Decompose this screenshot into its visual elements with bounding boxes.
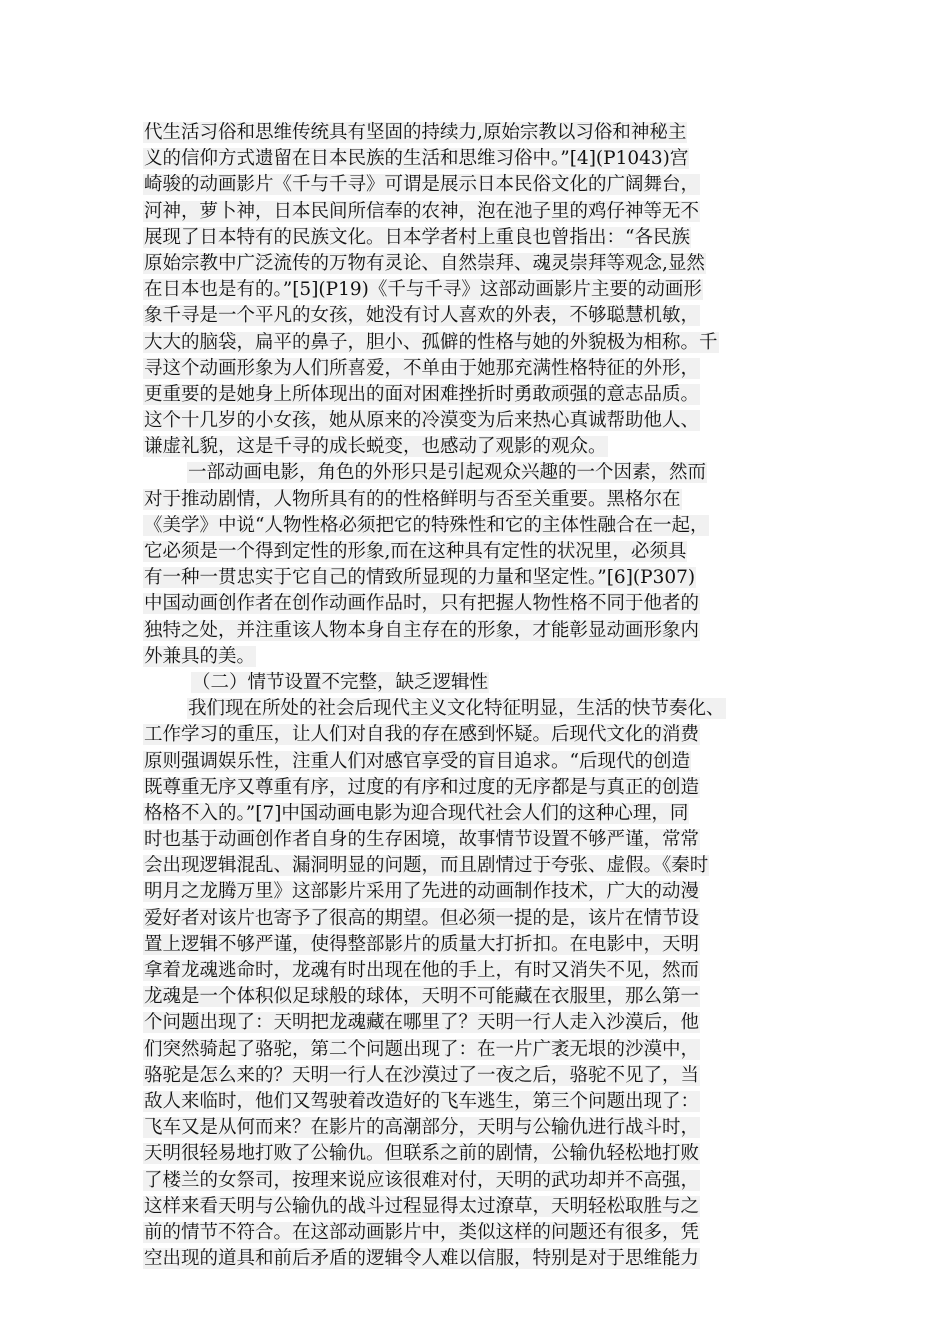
text-line-content: 时也基于动画创作者自身的生存困境，故事情节设置不够严谨，常常	[144, 829, 700, 851]
text-line-content: 前的情节不符合。在这部动画影片中，类似这样的问题还有很多，凭	[144, 1221, 700, 1243]
text-line-content: 明月之龙腾万里》这部影片采用了先进的动画制作技术，广大的动漫	[144, 881, 700, 903]
text-line	[143, 853, 815, 879]
text-line	[143, 356, 815, 382]
text-line-content: 个问题出现了：天明把龙魂藏在哪里了？天明一行人走入沙漠后，他	[144, 1012, 700, 1034]
text-line	[143, 146, 815, 172]
text-line-content: 中国动画创作者在创作动画作品时，只有把握人物性格不同于他者的	[144, 593, 700, 615]
text-line-content: 骆驼是怎么来的？天明一行人在沙漠过了一夜之后，骆驼不见了，当	[144, 1064, 700, 1086]
text-line-content: 崎骏的动画影片《千与千寻》可谓是展示日本民俗文化的广阔舞台，	[144, 174, 700, 196]
text-line-content: 在日本也是有的。”[5](P19)《千与千寻》这部动画影片主要的动画形	[144, 279, 702, 301]
text-line-content: 代生活习俗和思维传统具有坚固的持续力,原始宗教以习俗和神秘主	[144, 122, 687, 143]
text-line-content: 独特之处，并注重该人物本身自主存在的形象，才能彰显动画形象内	[144, 619, 700, 641]
text-line	[143, 434, 815, 460]
text-line-content: 了楼兰的女祭司，按理来说应该很难对付，天明的武功却并不高强，	[144, 1169, 700, 1191]
text-line	[143, 984, 815, 1010]
text-line	[143, 330, 815, 356]
text-line	[143, 618, 815, 644]
text-line	[143, 1194, 815, 1220]
section-heading	[143, 670, 815, 696]
text-line	[143, 644, 815, 670]
text-line	[143, 120, 815, 146]
text-line-content: 原始宗教中广泛流传的万物有灵论、自然崇拜、魂灵崇拜等观念,显然	[144, 252, 705, 274]
text-line-content: 对于推动剧情，人物所具有的的性格鲜明与否至关重要。黑格尔在	[144, 488, 681, 510]
text-line	[143, 827, 815, 853]
text-line	[143, 1220, 815, 1246]
text-line-content: 寻这个动画形象为人们所喜爱，不单由于她那充满性格特征的外形，	[144, 357, 700, 379]
text-line	[143, 565, 815, 591]
text-line-content: 既尊重无序又尊重有序，过度的有序和过度的无序都是与真正的创造	[144, 776, 700, 798]
text-line-content: 空出现的道具和前后矛盾的逻辑令人难以信服，特别是对于思维能力	[144, 1248, 700, 1270]
text-line	[143, 1063, 815, 1089]
text-line-content: 义的信仰方式遗留在日本民族的生活和思维习俗中。”[4](P1043)宫	[144, 148, 689, 170]
text-line-content: 更重要的是她身上所体现出的面对困难挫折时勇敢顽强的意志品质。	[144, 383, 700, 405]
text-line-content: 置上逻辑不够严谨，使得整部影片的质量大打折扣。在电影中，天明	[144, 933, 700, 955]
text-line-content: 工作学习的重压，让人们对自我的存在感到怀疑。后现代文化的消费	[144, 724, 700, 746]
text-line-content: 展现了日本特有的民族文化。日本学者村上重良也曾指出：“各民族	[144, 226, 690, 248]
text-line-content: 大大的脑袋，扁平的鼻子，胆小、孤僻的性格与她的外貌极为相称。千	[144, 331, 718, 353]
text-line	[143, 1115, 815, 1141]
text-line	[143, 1246, 815, 1272]
text-line-content: 外兼具的美。	[144, 645, 256, 667]
text-line-content: 这样来看天明与公输仇的战斗过程显得太过潦草，天明轻松取胜与之	[144, 1195, 700, 1217]
text-line	[143, 591, 815, 617]
text-line	[143, 932, 815, 958]
text-line-content: 拿着龙魂逃命时，龙魂有时出现在他的手上，有时又消失不见，然而	[144, 960, 700, 981]
text-line	[143, 1089, 815, 1115]
text-line	[143, 749, 815, 775]
text-line-content: 谦虚礼貌，这是千寻的成长蜕变，也感动了观影的观众。	[144, 436, 607, 458]
text-line	[143, 539, 815, 565]
text-line-content: 象千寻是一个平凡的女孩，她没有讨人喜欢的外表，不够聪慧机敏，	[144, 305, 700, 327]
text-line-content: 爱好者对该片也寄予了很高的期望。但必须一提的是，该片在情节设	[144, 907, 700, 929]
text-line	[143, 199, 815, 225]
text-line	[143, 1141, 815, 1167]
text-line	[143, 460, 815, 486]
text-line	[143, 775, 815, 801]
text-line-content: 敌人来临时，他们又驾驶着改造好的飞车逃生，第三个问题出现了：	[144, 1090, 700, 1112]
text-line	[143, 382, 815, 408]
text-line	[143, 513, 815, 539]
body-text	[143, 120, 815, 1272]
text-line-content: 我们现在所处的社会后现代主义文化特征明显，生活的快节奏化、	[188, 698, 725, 720]
text-line	[143, 1168, 815, 1194]
text-line-content: 河神，萝卜神，日本民间所信奉的农神，泡在池子里的鸡仔神等无不	[144, 200, 700, 222]
text-line	[143, 1037, 815, 1063]
text-line-content: 《美学》中说“人物性格必须把它的特殊性和它的主体性融合在一起，	[144, 514, 709, 536]
text-line	[143, 906, 815, 932]
text-line-content: 一部动画电影，角色的外形只是引起观众兴趣的一个因素，然而	[188, 462, 707, 484]
text-line-content: 这个十几岁的小女孩，她从原来的冷漠变为后来热心真诚帮助他人、	[144, 410, 700, 432]
text-line	[143, 487, 815, 513]
text-line	[143, 958, 815, 984]
text-line-content: 格格不入的。”[7]中国动画电影为迎合现代社会人们的这种心理，同	[144, 802, 689, 824]
text-line	[143, 277, 815, 303]
text-line	[143, 696, 815, 722]
text-line-content: 龙魂是一个体积似足球般的球体，天明不可能藏在衣服里，那么第一	[144, 986, 700, 1008]
text-line	[143, 879, 815, 905]
text-line-content: 会出现逻辑混乱、漏洞明显的问题，而且剧情过于夸张、虚假。《秦时	[144, 855, 709, 877]
text-line	[143, 801, 815, 827]
text-line-content: 天明很轻易地打败了公输仇。但联系之前的剧情，公输仇轻松地打败	[144, 1143, 700, 1165]
text-line	[143, 303, 815, 329]
text-line-content: 有一种一贯忠实于它自己的情致所显现的力量和坚定性。”[6](P307)	[144, 567, 696, 589]
text-line	[143, 251, 815, 277]
text-line-content: 飞车又是从何而来？在影片的高潮部分，天明与公输仇进行战斗时，	[144, 1117, 700, 1139]
text-line	[143, 172, 815, 198]
text-line	[143, 722, 815, 748]
text-line	[143, 225, 815, 251]
text-line-content: 原则强调娱乐性，注重人们对感官享受的盲目追求。“后现代的创造	[144, 750, 690, 772]
text-line	[143, 408, 815, 434]
text-line-content: （二）情节设置不完整，缺乏逻辑性	[192, 671, 489, 693]
text-line-content: 它必须是一个得到定性的形象,而在这种具有定性的状况里，必须具	[144, 541, 687, 562]
text-line-content: 们突然骑起了骆驼，第二个问题出现了：在一片广袤无垠的沙漠中，	[144, 1038, 700, 1060]
text-line	[143, 1010, 815, 1036]
